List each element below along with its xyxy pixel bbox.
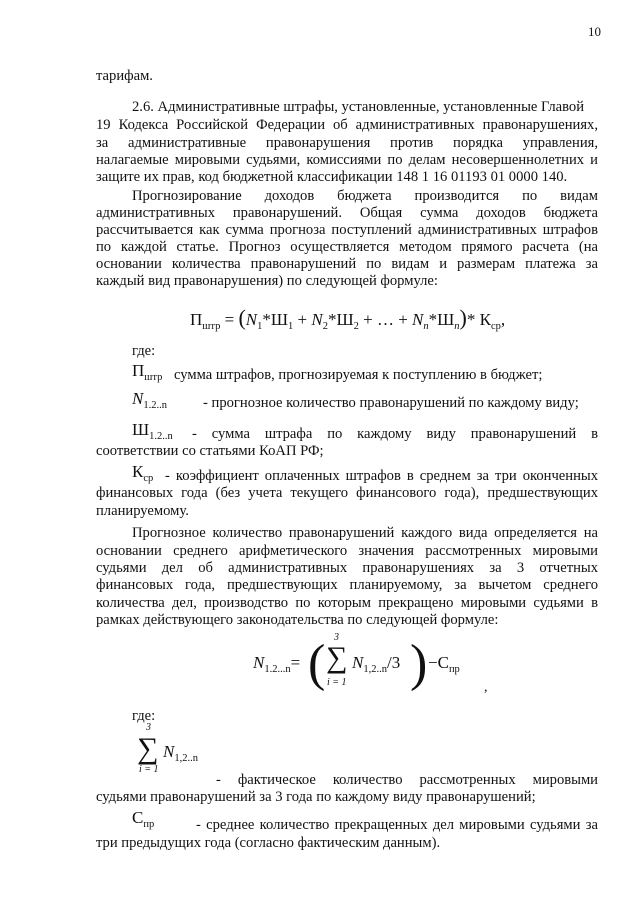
sum-upper-limit: 3 bbox=[146, 722, 151, 733]
symbol-k-sr: $К_{ср}$ bbox=[132, 462, 154, 484]
text-line: защите их прав, код бюджетной классификации 148 1 16 01193 01 0000 140. bbox=[96, 169, 568, 185]
text-line: сумма штрафов, прогнозируемая к поступлению в бюджет; bbox=[174, 367, 543, 383]
symbol-p-shtr: $П_{штр}$ bbox=[132, 361, 163, 383]
formula-count-minus: $-С_{пр}$ bbox=[428, 653, 460, 675]
formula-count-lhs: $N_{1.2...n}=$ bbox=[253, 653, 301, 675]
sum-lower-limit: i = 1 bbox=[139, 764, 159, 775]
sigma-symbol: ∑ bbox=[326, 641, 348, 674]
text-line: рассчитывается как сумма прогноза поступлений административных штрафов bbox=[96, 222, 598, 238]
text-line: финансовых года (без учета текущего финансового года), предшествующих bbox=[96, 485, 598, 501]
sum-lower-limit: i = 1 bbox=[327, 677, 347, 688]
text-line: где: bbox=[132, 708, 156, 724]
text-line: судьями правонарушений за 3 года по каждому виду правонарушений; bbox=[96, 789, 536, 805]
symbol-sh: $Ш_{1.2..n}$ bbox=[132, 420, 173, 442]
text-line: соответствии со статьями КоАП РФ; bbox=[96, 443, 324, 459]
text-line: три предыдущих года (согласно фактическим данным). bbox=[96, 835, 441, 851]
page-number: 10 bbox=[588, 24, 601, 39]
text-line: основании количества правонарушений по видам и размерам платежа за bbox=[96, 256, 598, 272]
text-line: планируемому. bbox=[96, 503, 189, 519]
sum-upper-limit: 3 bbox=[334, 632, 339, 643]
formula-count-body: $N_{1,2..n}/3$ bbox=[352, 653, 401, 675]
text-line: - прогнозное количество правонарушений по каждому виду; bbox=[203, 395, 579, 411]
text-line: рамках действующего законодательства по следующей формуле: bbox=[96, 612, 499, 628]
symbol-n-sum: $N_{1,2..n}$ bbox=[163, 742, 198, 764]
text-line: Прогнозное количество правонарушений каждого вида определяется на bbox=[132, 525, 598, 541]
text-line: где: bbox=[132, 343, 156, 359]
text-line: за административные правонарушения против порядка управления, bbox=[96, 135, 598, 151]
text-line: административных правонарушений. Общая сумма доходов бюджета bbox=[96, 205, 598, 221]
text-line: финансовых года, предшествующих планируемому, за вычетом среднего bbox=[96, 577, 598, 593]
text-line: каждый вид правонарушения) по следующей формуле: bbox=[96, 273, 438, 289]
text-line: - сумма штрафа по каждому виду правонарушений в bbox=[192, 426, 598, 442]
big-paren-close: ) bbox=[410, 635, 428, 692]
big-paren-open: ( bbox=[308, 635, 326, 692]
formula-trailing-comma: , bbox=[484, 680, 488, 695]
text-line: Прогнозирование доходов бюджета производится по видам bbox=[132, 188, 598, 204]
sigma-symbol: ∑ bbox=[137, 732, 159, 765]
text-line: тарифам. bbox=[96, 68, 153, 84]
symbol-n: $N_{1.2..n}$ bbox=[132, 389, 167, 411]
text-line: 19 Кодекса Российской Федерации об административных правонарушениях, bbox=[96, 117, 598, 133]
text-line: по каждой статье. Прогноз осуществляется методом прямого расчета (на bbox=[96, 239, 598, 255]
text-line: - фактическое количество рассмотренных мировыми bbox=[216, 772, 598, 788]
text-line: - среднее количество прекращенных дел мировыми судьями за bbox=[196, 817, 598, 833]
formula-fines: $П_{штр} = (N_1*Ш_1 + N_2*Ш_2$ + … + $N_n*Ш_n)*$ $К_{ср}$, bbox=[190, 305, 506, 332]
symbol-c-pr: $С_{пр}$ bbox=[132, 808, 155, 830]
text-line: основании среднего арифметического значения рассмотренных мировыми bbox=[96, 543, 598, 559]
text-line: количества дел, производство по которым прекращено мировыми судьями в bbox=[96, 595, 598, 611]
text-line: 2.6. Административные штрафы, установленные, установленные Главой bbox=[132, 99, 585, 115]
text-line: налагаемые мировыми судьями, комиссиями по делам несовершеннолетних и bbox=[96, 152, 598, 168]
text-line: судьями дел об административных правонарушениях за 3 отчетных bbox=[96, 560, 598, 576]
text-line: - коэффициент оплаченных штрафов в среднем за три оконченных bbox=[165, 468, 598, 484]
